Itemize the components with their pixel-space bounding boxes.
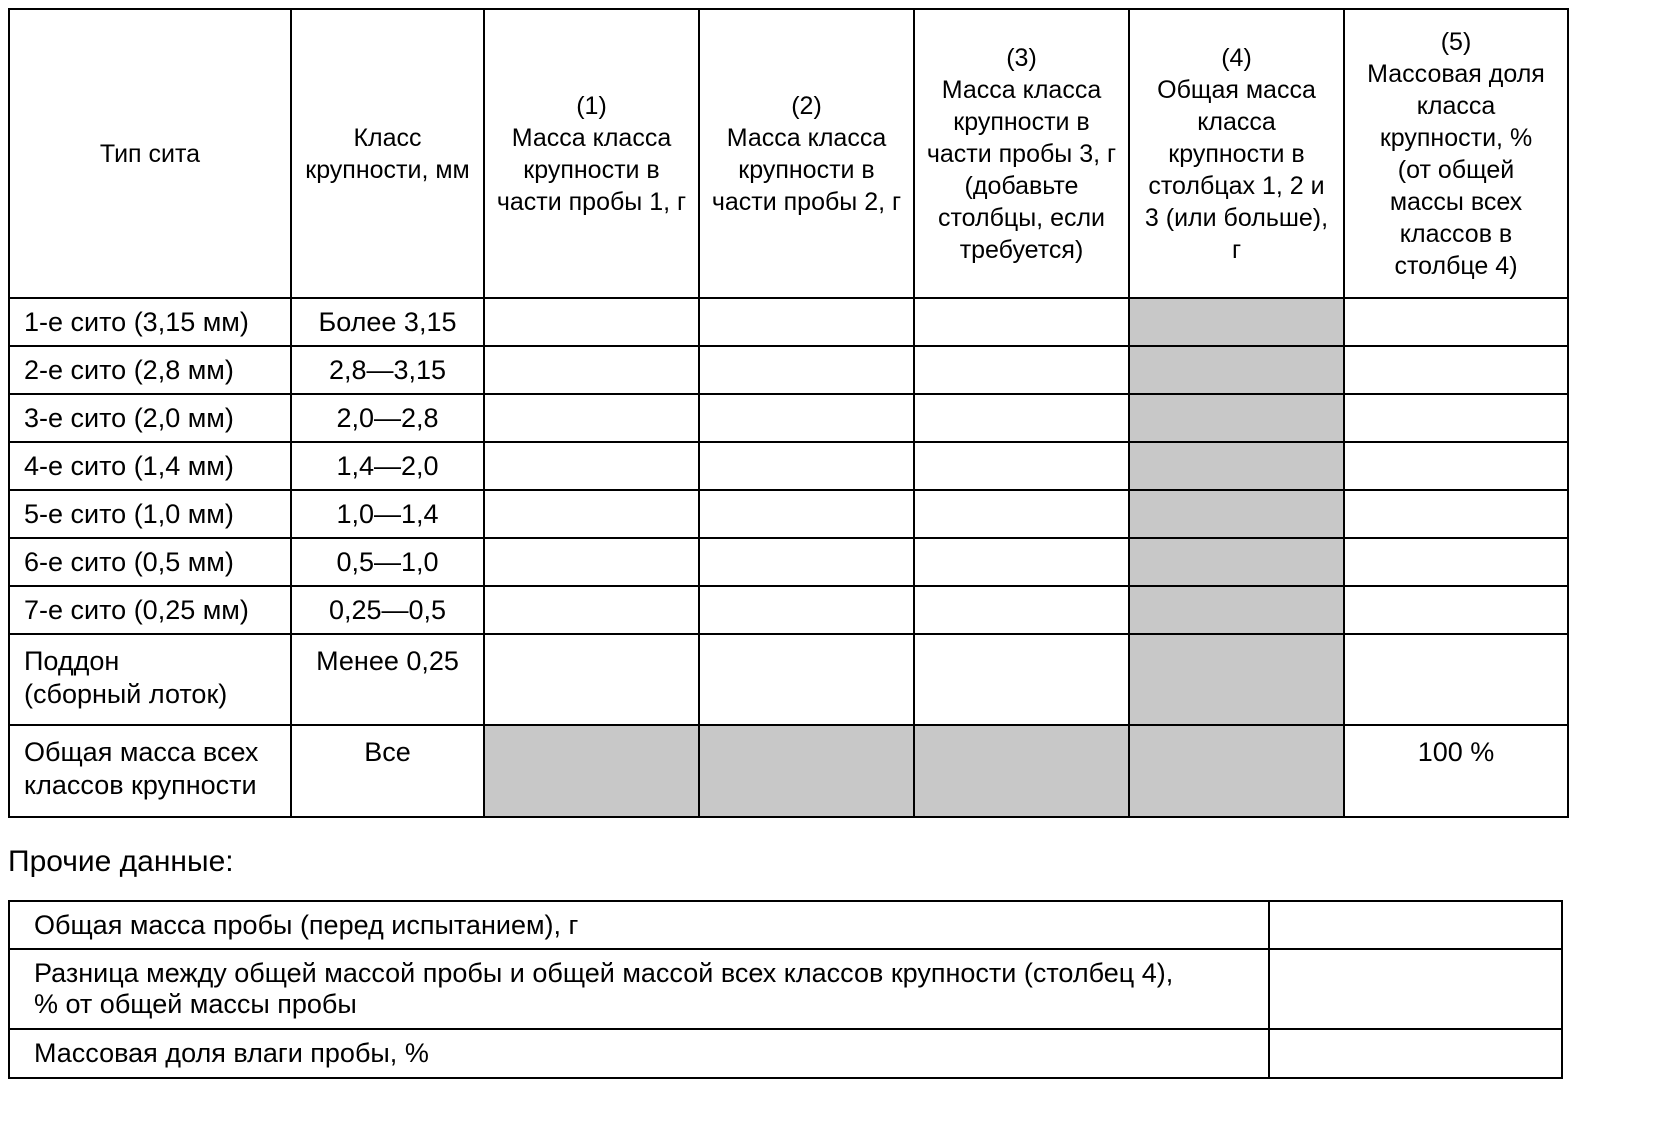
sieve-cell: Поддон (сборный лоток) — [9, 634, 291, 725]
total-mass-cell — [1129, 586, 1344, 634]
header-size-class: Класс крупности, мм — [291, 9, 484, 298]
mass-part-1-cell[interactable] — [484, 394, 699, 442]
other-data-value-cell[interactable] — [1269, 949, 1562, 1029]
size-class-cell: Менее 0,25 — [291, 634, 484, 725]
mass-share-cell[interactable] — [1344, 490, 1568, 538]
table-row — [9, 586, 1568, 634]
other-data-label: Разница между общей массой пробы и общей массой всех классов крупности (столбец 4), % от общей массы пробы — [9, 949, 1269, 1029]
mass-part-1-cell[interactable] — [484, 298, 699, 346]
other-data-row — [9, 1029, 1562, 1078]
mass-share-cell[interactable] — [1344, 394, 1568, 442]
mass-part-2-cell[interactable] — [699, 394, 914, 442]
header-col-5: (5) Массовая доля класса крупности, % (от общей массы всех классов в столбце 4) — [1344, 9, 1568, 298]
sieve-cell: 6-е сито (0,5 мм) — [9, 538, 291, 586]
total-mass-cell — [1129, 490, 1344, 538]
total-mass-cell — [1129, 442, 1344, 490]
mass-part-3-cell[interactable] — [914, 490, 1129, 538]
size-class-cell: Более 3,15 — [291, 298, 484, 346]
mass-part-1-cell[interactable] — [484, 586, 699, 634]
mass-part-2-cell[interactable] — [699, 442, 914, 490]
mass-part-2-cell[interactable] — [699, 346, 914, 394]
other-data-row — [9, 901, 1562, 949]
size-class-cell: 0,5—1,0 — [291, 538, 484, 586]
pallet-row — [9, 634, 1568, 725]
mass-share-cell[interactable] — [1344, 346, 1568, 394]
total-mass-cell — [1129, 538, 1344, 586]
mass-share-cell[interactable] — [1344, 538, 1568, 586]
header-row — [9, 9, 1568, 298]
table-row — [9, 490, 1568, 538]
mass-part-2-cell[interactable] — [699, 586, 914, 634]
table-row — [9, 394, 1568, 442]
header-sieve-type: Тип сита — [9, 9, 291, 298]
sieve-cell: 5-е сито (1,0 мм) — [9, 490, 291, 538]
size-class-cell: 2,8—3,15 — [291, 346, 484, 394]
other-data-value-cell[interactable] — [1269, 1029, 1562, 1078]
sieve-cell: 3-е сито (2,0 мм) — [9, 394, 291, 442]
sieve-cell: 1-е сито (3,15 мм) — [9, 298, 291, 346]
other-data-label: Общая масса пробы (перед испытанием), г — [9, 901, 1269, 949]
size-class-cell: 1,0—1,4 — [291, 490, 484, 538]
mass-part-1-cell[interactable] — [484, 442, 699, 490]
mass-share-cell[interactable] — [1344, 298, 1568, 346]
other-data-title: Прочие данные: — [8, 845, 234, 878]
total-mass-cell — [1129, 298, 1344, 346]
header-col-2: (2) Масса класса крупности в части пробы 2, г — [699, 9, 914, 298]
header-col-4: (4) Общая масса класса крупности в столбцах 1, 2 и 3 (или больше), г — [1129, 9, 1344, 298]
other-data-value-cell[interactable] — [1269, 901, 1562, 949]
other-data-row — [9, 949, 1562, 1029]
sieve-cell: 4-е сито (1,4 мм) — [9, 442, 291, 490]
mass-part-2-cell[interactable] — [699, 298, 914, 346]
mass-part-2-cell — [699, 725, 914, 817]
mass-part-1-cell[interactable] — [484, 634, 699, 725]
mass-part-2-cell[interactable] — [699, 490, 914, 538]
mass-part-1-cell[interactable] — [484, 538, 699, 586]
sieve-cell: 7-е сито (0,25 мм) — [9, 586, 291, 634]
mass-part-2-cell[interactable] — [699, 538, 914, 586]
sieve-cell: Общая масса всех классов крупности — [9, 725, 291, 817]
table-row — [9, 298, 1568, 346]
mass-part-1-cell[interactable] — [484, 346, 699, 394]
mass-share-total-cell: 100 % — [1344, 725, 1568, 817]
mass-part-3-cell[interactable] — [914, 586, 1129, 634]
header-col-3: (3) Масса класса крупности в части пробы 3, г (добавьте столбцы, если требуется) — [914, 9, 1129, 298]
header-col-1: (1) Масса класса крупности в части пробы 1, г — [484, 9, 699, 298]
mass-part-3-cell[interactable] — [914, 442, 1129, 490]
total-mass-cell — [1129, 346, 1344, 394]
mass-part-3-cell[interactable] — [914, 346, 1129, 394]
total-mass-cell — [1129, 634, 1344, 725]
size-class-cell: 1,4—2,0 — [291, 442, 484, 490]
total-mass-cell — [1129, 394, 1344, 442]
total-mass-cell — [1129, 725, 1344, 817]
table-row — [9, 442, 1568, 490]
mass-part-3-cell[interactable] — [914, 298, 1129, 346]
mass-part-3-cell — [914, 725, 1129, 817]
mass-part-2-cell[interactable] — [699, 634, 914, 725]
mass-part-3-cell[interactable] — [914, 538, 1129, 586]
mass-part-3-cell[interactable] — [914, 394, 1129, 442]
sieve-cell: 2-е сито (2,8 мм) — [9, 346, 291, 394]
other-data-table — [8, 900, 1563, 1079]
size-class-cell: 2,0—2,8 — [291, 394, 484, 442]
table-row — [9, 538, 1568, 586]
total-row — [9, 725, 1568, 817]
table-row — [9, 346, 1568, 394]
other-data-label: Массовая доля влаги пробы, % — [9, 1029, 1269, 1078]
size-class-cell: 0,25—0,5 — [291, 586, 484, 634]
mass-part-3-cell[interactable] — [914, 634, 1129, 725]
size-class-cell: Все — [291, 725, 484, 817]
mass-share-cell[interactable] — [1344, 442, 1568, 490]
sieve-analysis-table — [8, 8, 1569, 818]
mass-part-1-cell — [484, 725, 699, 817]
mass-share-cell[interactable] — [1344, 634, 1568, 725]
mass-share-cell[interactable] — [1344, 586, 1568, 634]
mass-part-1-cell[interactable] — [484, 490, 699, 538]
